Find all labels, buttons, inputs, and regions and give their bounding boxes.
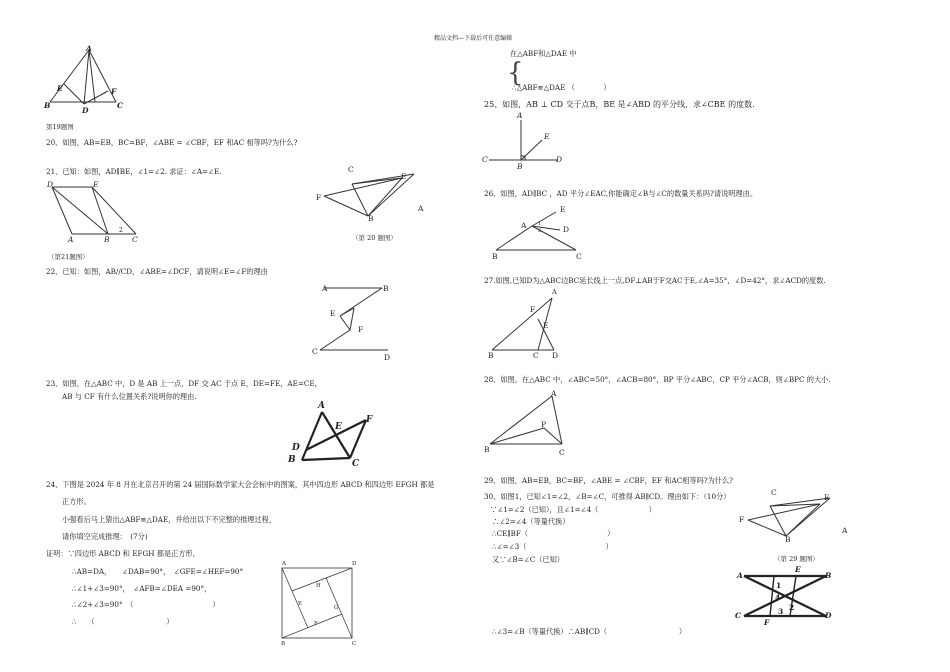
- question-23-line-2: AB 与 CF 有什么位置关系?说明你的理由.: [62, 392, 197, 401]
- proof-line-4: ∴ （ ）: [72, 617, 174, 626]
- figure-21: [46, 182, 146, 242]
- q30-line-4: ∴∠=∠3（ ）: [492, 542, 613, 551]
- fig22-label-c: C: [312, 347, 318, 356]
- question-28: 28、如图，在△ABC 中，∠ABC=50°，∠ACB=80°，BP 平分∠ABC，CP 平分∠ACB，则∠BPC 的大小.: [484, 375, 831, 384]
- figure-25: [484, 116, 564, 166]
- fig26-label-e: E: [560, 205, 566, 214]
- fig19-label-c: C: [117, 101, 123, 110]
- question-21: 21、已知：如图，AD∥BE，∠1=∠2. 求证：∠A=∠E.: [46, 167, 222, 176]
- fig20-label-b: B: [368, 214, 374, 223]
- question-22: 22、已知：如图，AB//CD，∠ABE=∠DCF，请说明∠E=∠F的理由: [46, 267, 268, 276]
- fig27-label-a: A: [552, 288, 557, 296]
- fig24-label-e: E: [298, 601, 303, 607]
- q30-line-2: ∴∠2=∠4（等量代换）: [492, 517, 570, 526]
- question-20: 20、如图，AB=EB，BC=BF，∠ABE = ∠CBF，EF 和AC 相等吗?为什么?: [46, 138, 298, 147]
- fig24-label-f: F: [314, 621, 318, 627]
- proof-line-2: ∴∠1+∠3=90°， ∠AFB=∠DEA =90°，: [72, 584, 212, 593]
- fig22-label-f: F: [358, 325, 364, 334]
- proof-line-1: ∴AB=DA， ∠DAB=90°， ∠GFE=∠HEF=90°: [72, 567, 244, 576]
- brace-conclusion: ∴△ABF≌△DAE （ ）: [512, 83, 611, 92]
- fig21-label-b: B: [104, 235, 110, 244]
- fig28-label-c: C: [559, 448, 565, 457]
- fig26-label-2: 2: [538, 228, 542, 234]
- fig24-label-c: C: [352, 641, 357, 647]
- fig23-label-b: B: [288, 455, 296, 465]
- fig30-label-a: A: [737, 571, 743, 580]
- figure-24: [280, 566, 360, 646]
- fig24-label-g: G: [334, 605, 339, 611]
- fig30-label-f: F: [764, 618, 770, 627]
- fig30-label-2: 2: [789, 603, 795, 612]
- question-25: 25、如图，AB ⊥ CD 交于点B，BE 是∠ABD 的平分线，求∠CBE 的度数.: [484, 100, 755, 109]
- fig20-label-c: C: [348, 165, 354, 174]
- fig22-label-d: D: [384, 353, 391, 362]
- question-26: 26、如图，AD∥BC ，AD 平分∠EAC,你能确定∠B与∠C的数量关系吗?请说明理由。: [484, 189, 758, 198]
- question-24-line-4: 请你填空完成推理： (7分): [62, 532, 148, 541]
- fig27-label-c: C: [533, 351, 539, 360]
- question-24-line-1: 24、下图是 2024 年 8 月在北京召开的第 24 届国际数学家大会会标中的图案，其中四边形 ABCD 和四边形 EFGH 都是: [46, 480, 435, 489]
- fig23-label-e: E: [335, 422, 342, 432]
- fig19-label-e: E: [57, 84, 63, 93]
- fig28-label-b: B: [484, 445, 490, 454]
- fig19-label-f: F: [111, 87, 117, 96]
- fig19-label-a: A: [86, 44, 92, 53]
- fig23-label-d: D: [292, 443, 300, 453]
- fig20-label-a: A: [418, 204, 424, 213]
- fig30-label-4: 4: [775, 593, 781, 602]
- fig29-caption: （第 29 题图）: [774, 555, 819, 563]
- fig27-label-f: F: [530, 305, 536, 314]
- fig29-label-c: C: [771, 488, 777, 497]
- fig20-label-f: F: [316, 193, 322, 202]
- question-30-title: 30、如图1，已知∠1=∠2，∠B=∠C，可推得 AB∥CD。理由如下：（10分）: [484, 492, 731, 501]
- fig29-label-a: A: [842, 526, 848, 535]
- fig26-label-d: D: [563, 225, 570, 234]
- fig26-label-a: A: [521, 221, 527, 230]
- fig25-label-c: C: [482, 155, 488, 164]
- q30-line-3: ∴CE∥BF（ ）: [492, 529, 615, 538]
- fig26-label-c: C: [576, 252, 582, 261]
- fig21-label-e: E: [93, 180, 99, 189]
- fig29-label-f: F: [739, 515, 745, 524]
- fig19-label-b: B: [44, 101, 51, 110]
- fig21-caption: （第21题图）: [48, 253, 89, 261]
- page-header: 精品文档---下载后可任意编辑: [434, 35, 513, 42]
- figure-28: [486, 394, 566, 450]
- fig21-label-a: A: [68, 235, 74, 244]
- fig28-label-p: P: [541, 420, 547, 429]
- fig21-label-c: C: [132, 235, 138, 244]
- figure-23: [286, 402, 386, 472]
- fig26-label-1: 1: [538, 221, 542, 227]
- fig29-label-e: E: [824, 493, 830, 502]
- question-23-line-1: 23、如图，在△ABC 中，D 是 AB 上一点，DF 交 AC 于点 E，DE=FE，AE=CE，: [46, 379, 322, 388]
- proof-line-3: ∴∠2+∠3=90° （ ）: [72, 600, 220, 609]
- fig25-label-a: A: [517, 111, 523, 120]
- q30-line-1: ∵∠1=∠2（已知），且∠1=∠4（ ）: [490, 505, 656, 514]
- proof-title: 证明：∵四边形 ABCD 和 EFGH 都是正方形,: [46, 549, 195, 558]
- fig23-label-c: C: [352, 459, 360, 469]
- fig26-label-b: B: [492, 252, 498, 261]
- fig21-label-d: D: [47, 180, 54, 189]
- fig30-label-d: D: [825, 611, 832, 620]
- brace-intro: 在△ABF和△DAE 中: [510, 49, 577, 58]
- fig23-label-f: F: [366, 415, 373, 425]
- fig20-caption: （第 20 题图）: [352, 234, 397, 242]
- fig19-label-d: D: [82, 106, 89, 115]
- fig20-label-e: E: [401, 172, 407, 181]
- question-24-line-2: 正方形。: [62, 497, 91, 506]
- fig27-label-b: B: [488, 351, 494, 360]
- question-29: 29、如图，AB=EB，BC=BF，∠ABE = ∠CBF，EF 和AC相等吗?为什么?: [484, 476, 734, 485]
- fig28-label-a: A: [551, 389, 557, 398]
- brace-symbol: {: [507, 58, 524, 88]
- fig30-label-c: C: [735, 611, 741, 620]
- fig25-label-d: D: [556, 155, 563, 164]
- fig27-label-e: E: [543, 321, 549, 330]
- figure-27: [488, 292, 568, 354]
- fig25-label-b: B: [517, 162, 523, 171]
- figure-22: [318, 282, 398, 357]
- fig22-label-b: B: [383, 284, 389, 293]
- fig29-label-b: B: [785, 535, 791, 544]
- question-27: 27.如图,已知D为△ABC边BC延长线上一点,DF⊥AB于F交AC于E,∠A=35°，∠D=42°，求∠ACD的度数.: [484, 276, 826, 285]
- fig25-label-e: E: [544, 132, 550, 141]
- fig30-label-3: 3: [778, 607, 784, 616]
- fig30-label-e: E: [795, 565, 801, 574]
- q30-line-5: 又∵∠B=∠C（已知）: [492, 555, 564, 564]
- fig30-label-b: B: [825, 571, 832, 580]
- fig21-label-2: 2: [119, 227, 123, 234]
- fig24-label-a: A: [282, 561, 286, 567]
- fig23-label-a: A: [318, 401, 325, 411]
- fig24-label-h: H: [316, 583, 321, 589]
- q30-last-line: ∴∠3=∠B（等量代换）∴AB∥CD（ ）: [492, 627, 687, 636]
- fig22-label-e: E: [330, 309, 336, 318]
- fig22-label-a: A: [322, 284, 328, 293]
- question-24-line-3: 小强看后马上猜出△ABF≌△DAE，并给出以下不完整的推理过程，: [62, 515, 277, 524]
- fig30-label-1: 1: [776, 581, 782, 590]
- fig24-label-b: B: [281, 641, 286, 647]
- fig27-label-d: D: [552, 351, 559, 360]
- fig24-label-d: D: [352, 561, 357, 567]
- fig19-caption: 第19题图: [46, 123, 74, 131]
